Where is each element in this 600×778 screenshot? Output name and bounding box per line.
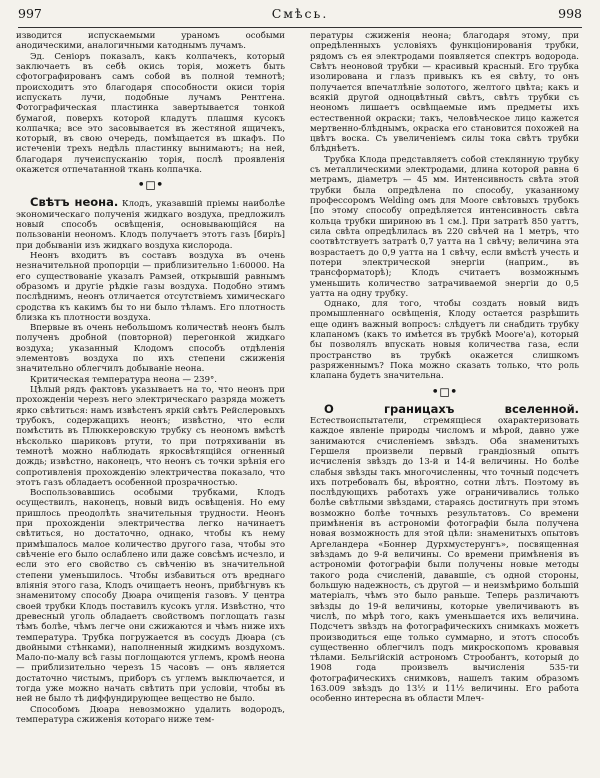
article-universe-intro: О границахъ вселенной. Естествоиспытатели, стремящіеся охарактеризовать каждое явленіе природы числомъ и мѣрой, давно уже занимаются счисленіемъ звѣздъ. Оба знаменитыхъ Гершеля произвели первый грандіозный опытъ исчисленія звѣздъ до 13-й и 14-й величины. Но болѣе слабыя звѣзды такъ многочисленны, что точный подсчетъ ихъ потребовалъ бы, вѣроятно, сотни лѣтъ. Поэтому въ послѣдующихъ работахъ уже ограничивались только болѣе свѣтлыми звѣздами, стараясь достигнуть при этомъ возможно болѣе точныхъ результатовъ. Со времени примѣненія въ астрономіи фотографіи была получена новая возможность для этой цѣли: знаменитыхъ опытовъ Аргеландера «Боннер Дурхмустерунгъ», посвященная звѣздамъ до 9-й величины. Со времени примѣненія въ астрономіи фотографіи были получены новые методы такого рода счисленій, дававшіе, съ одной стороны, большую надежность, съ другой — и неизмѣримо большій матеріалъ, чѣмъ это было раньше. Теперь различаютъ звѣзды до 19-й величины, которые увеличиваютъ въ числѣ, по мѣрѣ того, какъ уменьшается ихъ величина. Подсчетъ звѣздъ на фотографическихъ снимкахъ можетъ производиться еще только суммарно, и этотъ способъ существенно облегчилъ подъ микроскопомъ кровавыя тѣлами. Бельгійскій астрономъ Строобантъ, который до 1908 года произвелъ вычисленія 535-ти фотографическихъ снимковъ, нашелъ таким образомъ 163.009 звѣздъ до 13½ и 11½ величины. Его работа особенно интересна въ области Млеч-	[310, 401, 579, 705]
paragraph: пературы сжиженія неона; благодаря этому, при опредѣленныхъ условіяхъ функціонированія трубки, рядомъ съ ея электродами появляется спектръ водорода. Свѣтъ неоновой трубки — красивый красный. Его трубка изолирована и глазъ привыкъ къ ея свѣту, то онъ получается впечатлѣніе золотого, желтого цвѣта; какъ и всякій другой одноцвѣтный свѣтъ, свѣтъ трубки съ неономъ лишаетъ освѣщаемые имъ предметы ихъ естественной окраски; такъ, человѣческое лицо кажется мертвенно-блѣднымъ, окраска его становится похожей на цвѣтъ воска. Съ увеличеніемъ силы тока свѣтъ трубки блѣднѣетъ.	[310, 31, 579, 155]
header-rule	[18, 27, 582, 28]
section-title: Смѣсь.	[271, 6, 329, 21]
paragraph: Неонъ входитъ въ составъ воздуха въ очень незначительной пропорціи — приблизительно 1:60000. На его существованіе указалъ Рамзей, открывшій равнымъ образомъ и другіе рѣдкіе газы воздуха. Подобно этимъ послѣднимъ, неонъ отличается отсутствіемъ химическаго сродства къ какимъ бы то ни было тѣламъ. Его плотность близка къ плотности воздуха.	[16, 250, 285, 323]
paragraph: Однако, для того, чтобы создать новый видъ промышленнаго освѣщенія, Клоду остается разрѣшить еще одинъ важный вопросъ: слѣдуетъ ли снабдить трубку клапаномъ (какъ то имѣется въ трубкѣ Moore'а), который бы позволялъ впускать новыя количества газа, если пространство въ трубкѣ окажется слишкомъ разряженнымъ? Пока можно сказать только, что роль клапана будетъ значительна.	[310, 299, 579, 382]
left-column	[16, 31, 285, 725]
ornament-divider: •◻•	[137, 178, 164, 194]
paragraph: Критическая температура неона — 239°.	[30, 374, 218, 385]
ornament-divider: •◻•	[431, 384, 458, 400]
paragraph: Трубка Клода представляетъ собой стеклянную трубку съ металлическими электродами, длина которой равна 6 метрамъ, діаметръ — 45 мм. Интенсивность свѣта этой трубки была опредѣлена по способу, указанному профессоромъ Welding омъ для Moore свѣтовыхъ трубокъ [по этому способу опредѣляется интенсивность свѣта кольца трубки шириною въ 1 см.]. При затратѣ 850 уаттъ, сила свѣта опредѣлилась въ 220 свѣчей на 1 метръ, что соотвѣтствуетъ затратѣ 0,7 уатта на 1 свѣчу; величина эта возрастаетъ до 0,9 уатта на 1 свѣчу, если вмѣстѣ учесть и потери электрической энергіи (наприм., въ трансформаторѣ); Клодъ считаетъ возможнымъ уменьшить количество затрачиваемой энергіи до 0,5 уатта на одну трубку.	[310, 154, 579, 299]
paragraph: Воспользовавшись особыми трубками, Клодъ осуществилъ, наконецъ, новый видъ освѣщенія. Но ему пришлось преодолѣть значительныя трудности. Неонъ при прохожденіи электричества легко начинаетъ свѣтиться, но достаточно, однако, чтобы къ нему примѣшалось малое количество другого газа, чтобы это свѣченіе его было ослаблено или даже совсѣмъ исчезло, и если это его свойство съ свѣченію въ значительной степени уменьшилось. Чтобы избавиться отъ вреднаго вліянія этого газа, Клодъ очищаетъ неонъ, прибѣгнувъ къ знаменитому способу Дюара очищенія газовъ. У центра своей трубки Клодъ поставилъ кусокъ угля. Извѣстно, что древесный уголь обладаетъ свойствомъ поглощать газы тѣмъ болѣе, чѣмъ легче они сжижаются и чѣмъ ниже ихъ температура. Трубка погружается въ сосудъ Дюара (съ двойными стѣнками), наполненный жидкимъ воздухомъ. Мало-по-малу всѣ газы поглощаются углемъ, кромѣ неона — приблизительно черезъ 15 часовъ — онъ является достаточно чистымъ, приборъ съ углемъ выключается, и тогда уже можно начать свѣтить при условіи, чтобы въ ней не было тѣ диффундирующее вещество не было.	[16, 488, 285, 705]
article-title-universe: О границахъ вселенной.	[324, 401, 579, 416]
article-neon-intro: Свѣтъ неона. Клодъ, указавшій пріемы наиболѣе экономическаго полученія жидкаго воздуха, предложилъ новый способъ освѣщенія, основывающійся на пользованіи неономъ. Клодъ получаетъ этотъ газъ [биріъ] при добываніи изъ жидкаго воздуха кислорода.	[16, 195, 286, 251]
paragraph: Цѣлый рядъ фактовъ указываетъ на то, что неонъ при прохожденіи черезъ него электрическаго разряда можетъ ярко свѣтиться: намъ извѣстенъ яркій свѣтъ Рейслеровыхъ трубокъ, содержащихъ неонъ; извѣстно, что если помѣстить въ Плюккеровскую трубку съ неономъ вмѣстѣ нѣсколько шариковъ ртути, то при потряхиваніи въ темнотѣ можно наблюдать яркосвѣтящійся огненный дождь; извѣстно, наконецъ, что неонъ съ точки зрѣнія его сопротивленія прохожденію электричества показало, что этотъ газъ обладаетъ особенной прозрачностью.	[16, 385, 285, 488]
running-header	[18, 6, 582, 26]
article-title-neon: Свѣтъ неона.	[30, 195, 119, 210]
paragraph: Впервые въ очень небольшомъ количествѣ неонъ былъ полученъ дробной (повторной) перегонкой жидкаго воздуха; указанный Клодомъ способъ отдѣленія элементовъ воздуха по ихъ степени сжиженія значительно облегчилъ добываніе неона.	[16, 323, 285, 375]
right-column	[310, 31, 579, 705]
paragraph: Эд. Сеніоръ показалъ, какъ колпачекъ, который заключаетъ въ себѣ окись торія, можетъ быть сфотографированъ самъ собой въ полной темнотѣ; происходитъ это благодаря способности окиси торія испускать лучи, подобные лучамъ Рентгена. Фотографическая пластинка завертывается тонкой бумагой, поверхъ которой кладутъ плашмя кусокъ колпачка; все это засовывается въ жестяной ящичекъ, который, въ свою очередь, помѣщается въ шкафъ. По истеченіи трехъ недѣль пластинку вынимаютъ; на ней, благодаря лучеиспусканію торія, послѣ проявленія окажется отпечатанной ткань колпачка.	[16, 51, 285, 176]
paragraph: Способомъ Дюара невозможно удалить водородъ, температура сжиженія котораго ниже тем-	[16, 704, 285, 725]
page-number-left: 997	[18, 6, 42, 21]
paragraph: изводится испускаемыми ураномъ особыми анодическими, аналогичными катоднымъ лучамъ.	[16, 31, 285, 52]
page-number-right: 998	[558, 6, 582, 21]
